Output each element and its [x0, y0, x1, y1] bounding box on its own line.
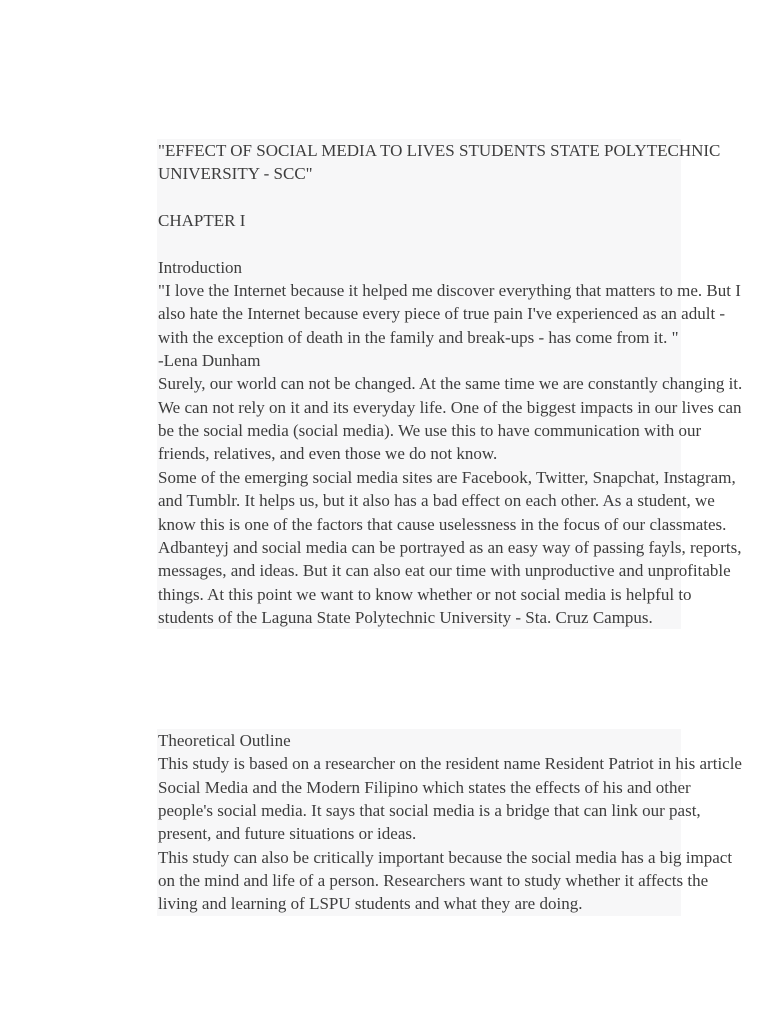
text-line: Some of the emerging social media sites are Facebook, Twitter, Snapchat, Instagram,: [158, 467, 736, 487]
title-line: "EFFECT OF SOCIAL MEDIA TO LIVES STUDENTS STATE POLYTECHNIC: [158, 141, 721, 160]
text-line: and Tumblr. It helps us, but it also has a bad effect on each other. As a student, we: [158, 491, 715, 511]
text-line: students of the Laguna State Polytechnic University - Sta. Cruz Campus.: [158, 607, 653, 627]
blank-line: [157, 232, 681, 255]
quote-attribution: -Lena Dunham: [158, 351, 261, 371]
section-heading-introduction: Introduction: [158, 257, 243, 277]
text-line: We can not rely on it and its everyday life. One of the biggest impacts in our lives can: [158, 397, 742, 417]
blank-line: [157, 186, 681, 209]
document-text-block-2: [157, 729, 742, 916]
section-heading-theoretical-outline: Theoretical Outline: [158, 731, 291, 750]
text-line: This study is based on a researcher on the resident name Resident Patriot in his article: [158, 754, 742, 774]
text-line: Surely, our world can not be changed. At the same time we are constantly changing it.: [158, 374, 743, 394]
text-line: "I love the Internet because it helped me discover everything that matters to me. But I: [158, 281, 741, 301]
text-line: Social Media and the Modern Filipino which states the effects of his and other: [158, 777, 691, 797]
text-line: things. At this point we want to know whether or not social media is helpful to: [158, 584, 692, 604]
text-line: present, and future situations or ideas.: [158, 824, 417, 844]
text-line: know this is one of the factors that cause uselessness in the focus of our classmates.: [158, 514, 727, 534]
title-line: UNIVERSITY - SCC": [158, 164, 313, 184]
text-line: be the social media (social media). We use this to have communication with our: [158, 421, 702, 441]
chapter-heading: CHAPTER I: [158, 211, 246, 231]
text-line: people's social media. It says that social media is a bridge that can link our past,: [158, 801, 701, 821]
text-line: living and learning of LSPU students and what they are doing.: [158, 894, 583, 914]
text-line: This study can also be critically important because the social media has a big impact: [158, 847, 733, 867]
text-line: with the exception of death in the family and break-ups - has come from it. ": [158, 327, 679, 347]
text-line: friends, relatives, and even those we do not know.: [158, 444, 498, 464]
text-line: on the mind and life of a person. Researchers want to study whether it affects the: [158, 871, 709, 891]
text-line: Adbanteyj and social media can be portrayed as an easy way of passing fayls, reports,: [158, 537, 742, 557]
text-line: messages, and ideas. But it can also eat our time with unproductive and unprofitable: [158, 561, 731, 581]
text-line: also hate the Internet because every piece of true pain I've experienced as an adult -: [158, 304, 726, 324]
document-text-block-1: [157, 139, 743, 629]
